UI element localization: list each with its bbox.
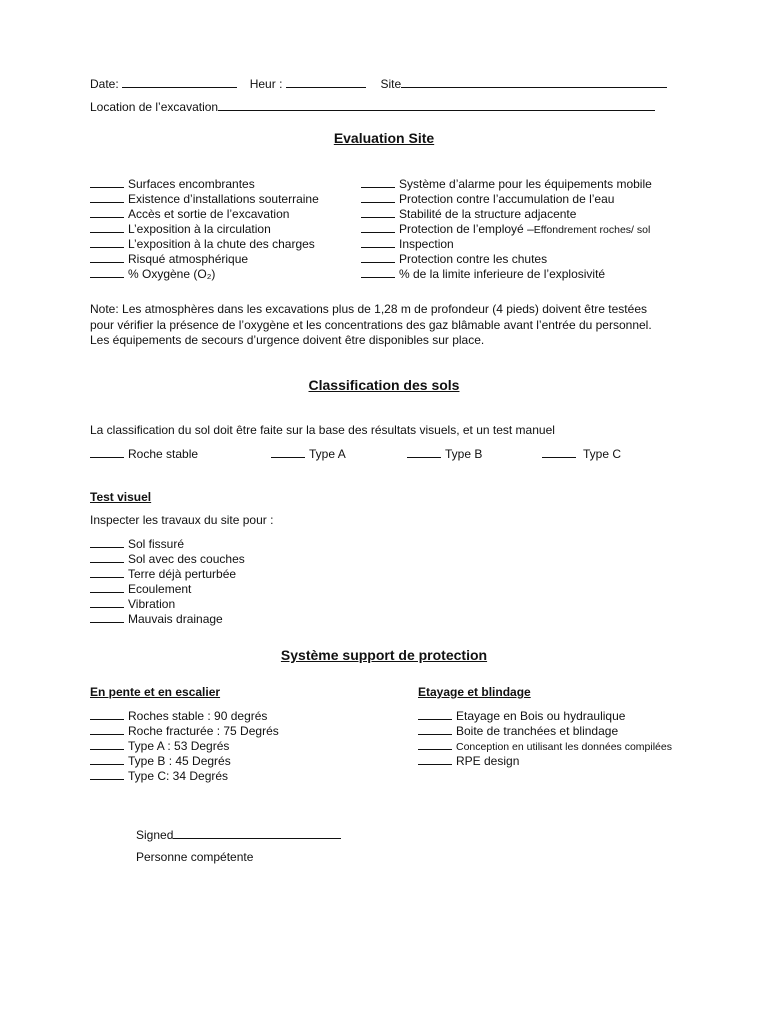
- list-item: [361, 221, 652, 236]
- list-item: [418, 723, 672, 738]
- list-item: [90, 581, 245, 596]
- support-left-title: En pente et en escalier: [90, 685, 221, 699]
- soil-type-option: [407, 446, 482, 461]
- check-blank[interactable]: [90, 596, 124, 608]
- item-label: Type A : 53 Degrés: [128, 739, 230, 753]
- item-label: Etayage en Bois ou hydraulique: [456, 709, 626, 723]
- soil-type-option: [90, 446, 198, 461]
- item-label: Roches stable : 90 degrés: [128, 709, 268, 723]
- check-blank[interactable]: [90, 753, 124, 765]
- check-blank[interactable]: [361, 236, 395, 248]
- list-item: [90, 251, 319, 266]
- list-item: [90, 191, 319, 206]
- item-label: Type C: [583, 447, 622, 461]
- item-label: % Oxygène (O₂): [128, 267, 216, 281]
- site-label: Site: [380, 77, 402, 91]
- item-label: Boite de tranchées et blindage: [456, 724, 619, 738]
- check-blank[interactable]: [90, 708, 124, 720]
- check-blank[interactable]: [90, 723, 124, 735]
- list-item: [90, 768, 279, 783]
- list-item: [361, 266, 652, 281]
- check-blank[interactable]: [361, 251, 395, 263]
- classification-title: Classification des sols: [308, 377, 460, 393]
- list-item: [418, 708, 672, 723]
- list-item: [90, 536, 245, 551]
- support-right-list: [418, 708, 672, 768]
- list-item: [361, 236, 652, 251]
- item-label: RPE design: [456, 754, 520, 768]
- check-blank[interactable]: [90, 236, 124, 248]
- list-item: [361, 176, 652, 191]
- list-item: [418, 753, 672, 768]
- list-item: [361, 191, 652, 206]
- check-blank[interactable]: [90, 251, 124, 263]
- item-label: L’exposition à la chute des charges: [128, 237, 315, 251]
- check-blank[interactable]: [361, 266, 395, 278]
- item-label: Sol avec des couches: [128, 552, 245, 566]
- item-label: L’exposition à la circulation: [128, 222, 271, 236]
- list-item: [90, 551, 245, 566]
- item-label: Terre déjà perturbée: [128, 567, 237, 581]
- signature-row: [136, 827, 341, 843]
- item-label: Type B: [445, 447, 483, 461]
- check-blank[interactable]: [361, 191, 395, 203]
- location-label: Location de l’excavation: [90, 100, 219, 114]
- support-title: Système support de protection: [280, 647, 488, 663]
- check-blank[interactable]: [418, 738, 452, 750]
- check-blank[interactable]: [90, 176, 124, 188]
- check-blank[interactable]: [90, 551, 124, 563]
- support-right-title: Etayage et blindage: [418, 685, 531, 699]
- evaluation-note: [90, 302, 690, 349]
- check-blank[interactable]: [90, 566, 124, 578]
- list-item: [90, 611, 245, 626]
- soil-type-option: [271, 446, 346, 461]
- item-label: Stabilité de la structure adjacente: [399, 207, 577, 221]
- item-label: Protection contre l’accumulation de l’eau: [399, 192, 615, 206]
- date-field[interactable]: [122, 76, 237, 88]
- item-label: Accès et sortie de l’excavation: [128, 207, 290, 221]
- check-blank[interactable]: [90, 191, 124, 203]
- item-label: Mauvais drainage: [128, 612, 223, 626]
- check-blank[interactable]: [361, 206, 395, 218]
- signed-label: Signed: [136, 828, 174, 842]
- item-label: Type A: [309, 447, 346, 461]
- item-label: Surfaces encombrantes: [128, 177, 255, 191]
- list-item: [90, 176, 319, 191]
- list-item: [361, 251, 652, 266]
- list-item: [90, 221, 319, 236]
- check-blank[interactable]: [271, 446, 305, 458]
- item-label: Ecoulement: [128, 582, 192, 596]
- item-label-small: Effondrement roches/ sol: [533, 224, 651, 236]
- check-blank[interactable]: [90, 738, 124, 750]
- support-left-list: [90, 708, 279, 783]
- classification-intro: La classification du sol doit être faite sur la base des résultats visuels, et un test manuel: [90, 423, 555, 437]
- check-blank[interactable]: [418, 723, 452, 735]
- item-label: Protection de l’employé –: [399, 222, 534, 236]
- list-item: [90, 266, 319, 281]
- item-label: Vibration: [128, 597, 176, 611]
- evaluation-right-list: [361, 176, 652, 281]
- site-field[interactable]: [401, 76, 667, 88]
- check-blank[interactable]: [90, 536, 124, 548]
- item-label: Protection contre les chutes: [399, 252, 548, 266]
- item-label: Risqué atmosphérique: [128, 252, 249, 266]
- item-label: Sol fissuré: [128, 537, 185, 551]
- list-item: [90, 236, 319, 251]
- evaluation-title: Evaluation Site: [333, 130, 435, 146]
- soil-type-option: [542, 446, 621, 461]
- note-line: Les équipements de secours d’urgence doivent être disponibles sur place.: [90, 333, 485, 347]
- list-item: [90, 206, 319, 221]
- heur-label: Heur :: [249, 77, 283, 91]
- date-row: [90, 76, 667, 92]
- check-blank[interactable]: [407, 446, 441, 458]
- item-label: Type C: 34 Degrés: [128, 769, 229, 783]
- location-row: [90, 99, 655, 115]
- signature-field[interactable]: [173, 827, 341, 839]
- evaluation-left-list: [90, 176, 319, 281]
- check-blank[interactable]: [90, 611, 124, 623]
- item-label: Existence d’installations souterraine: [128, 192, 319, 206]
- check-blank[interactable]: [90, 221, 124, 233]
- check-blank[interactable]: [90, 581, 124, 593]
- note-line: pour vérifier la présence de l’oxygène et les concentrations des gaz blâmable avant l’entrée du personnel.: [90, 317, 652, 332]
- list-item: [418, 738, 672, 753]
- test-visuel-intro: Inspecter les travaux du site pour :: [90, 513, 274, 527]
- location-field[interactable]: [218, 99, 655, 111]
- check-blank[interactable]: [90, 206, 124, 218]
- heur-field[interactable]: [286, 76, 366, 88]
- check-blank[interactable]: [90, 446, 124, 458]
- item-label: Type B : 45 Degrés: [128, 754, 231, 768]
- item-label: Roche stable: [128, 447, 199, 461]
- check-blank[interactable]: [418, 753, 452, 765]
- date-label: Date:: [90, 77, 119, 91]
- note-line: Note: Les atmosphères dans les excavations plus de 1,28 m de profondeur (4 pieds) doivent être testées: [90, 302, 647, 316]
- list-item: [90, 753, 279, 768]
- list-item: [90, 708, 279, 723]
- item-label: Conception en utilisant les données compilées: [456, 741, 672, 753]
- item-label: Roche fracturée : 75 Degrés: [128, 724, 279, 738]
- check-blank[interactable]: [542, 446, 576, 458]
- list-item: [90, 738, 279, 753]
- check-blank[interactable]: [361, 221, 395, 233]
- item-label: Inspection: [399, 237, 454, 251]
- check-blank[interactable]: [418, 708, 452, 720]
- list-item: [361, 206, 652, 221]
- competent-person-label: Personne compétente: [136, 850, 254, 864]
- item-label: % de la limite inferieure de l’explosivité: [399, 267, 606, 281]
- list-item: [90, 723, 279, 738]
- check-blank[interactable]: [361, 176, 395, 188]
- check-blank[interactable]: [90, 768, 124, 780]
- list-item: [90, 596, 245, 611]
- test-visuel-list: [90, 536, 245, 626]
- item-label: Système d’alarme pour les équipements mobile: [399, 177, 652, 191]
- check-blank[interactable]: [90, 266, 124, 278]
- test-visuel-title: Test visuel: [90, 490, 152, 504]
- list-item: [90, 566, 245, 581]
